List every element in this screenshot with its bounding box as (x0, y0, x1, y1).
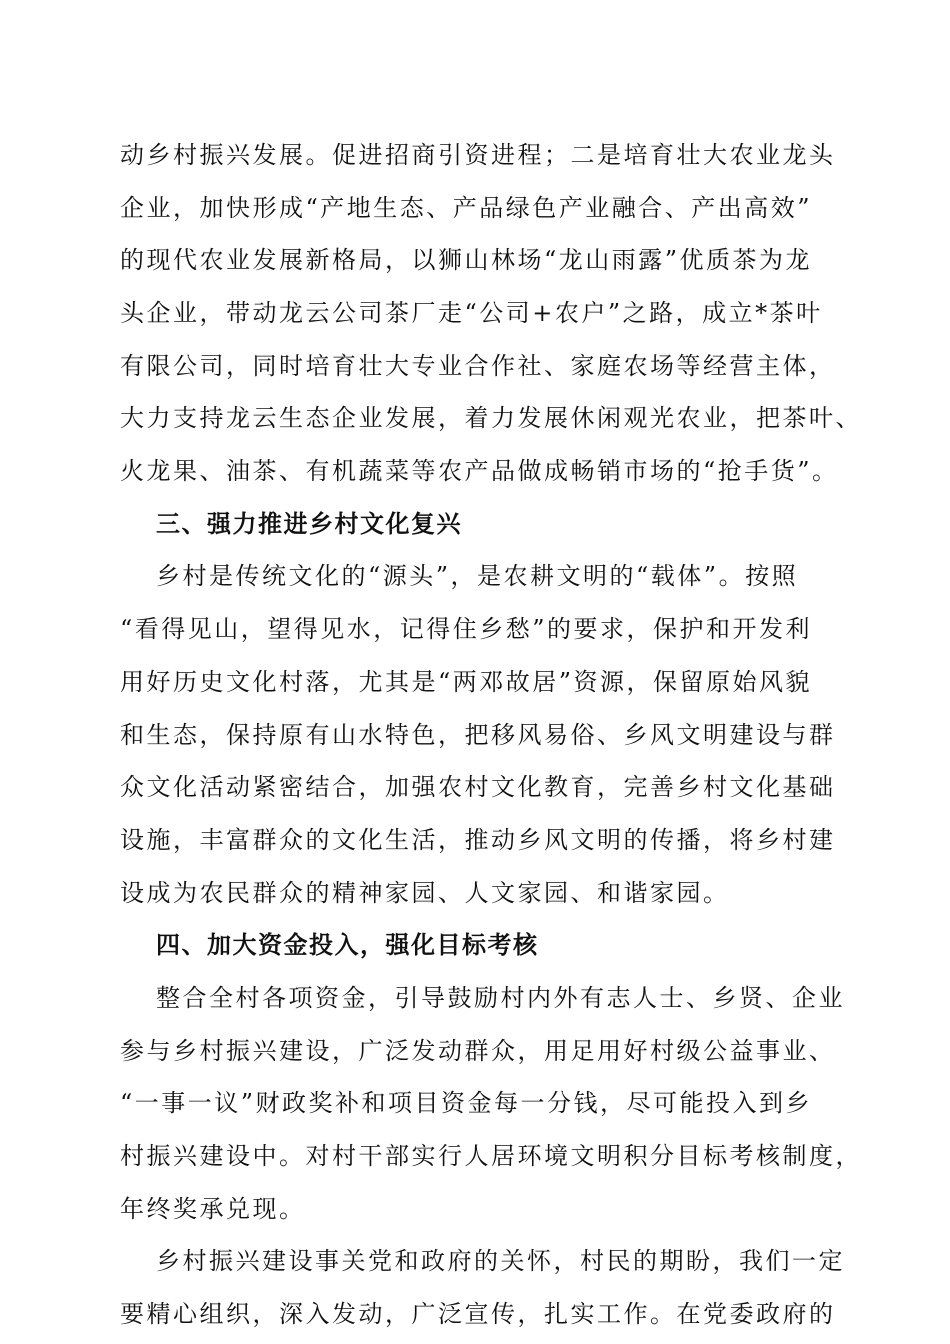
body-text-line: 设施，丰富群众的文化生活，推动乡风文明的传播，将乡村建 (120, 826, 836, 854)
body-text-line: 火龙果、油茶、有机蔬菜等农产品做成畅销市场的“抢手货”。 (120, 457, 839, 485)
body-text-line: 乡村振兴建设事关党和政府的关怀，村民的期盼，我们一定 (156, 1247, 845, 1275)
body-text-line: 大力支持龙云生态企业发展，着力发展休闲观光农业，把茶叶、 (120, 404, 862, 432)
body-text-line: 有限公司，同时培育壮大专业合作社、家庭农场等经营主体， (120, 352, 836, 380)
section-heading: 四、加大资金投入，强化目标考核 (156, 931, 539, 959)
body-text-line: 乡村是传统文化的“源头”，是农耕文明的“载体”。按照 (156, 562, 799, 590)
body-text-line: “看得见山，望得见水，记得住乡愁”的要求，保护和开发利 (120, 615, 813, 643)
body-text-line: 众文化活动紧密结合，加强农村文化教育，完善乡村文化基础 (120, 773, 836, 801)
body-text-line: 头企业，带动龙云公司茶厂走“公司+农户”之路，成立*茶叶 (120, 299, 823, 327)
body-text-line: 动乡村振兴发展。促进招商引资进程；二是培育壮大农业龙头 (120, 141, 836, 169)
body-text-line: 企业，加快形成“产地生态、产品绿色产业融合、产出高效” (120, 194, 813, 222)
body-text-line: 用好历史文化村落，尤其是“两邓故居”资源，保留原始风貌 (120, 668, 813, 696)
body-text-line: “一事一议”财政奖补和项目资金每一分钱，尽可能投入到乡 (120, 1089, 813, 1117)
body-text-line: 村振兴建设中。对村干部实行人居环境文明积分目标考核制度， (120, 1142, 862, 1170)
body-text-line: 和生态，保持原有山水特色，把移风易俗、乡风文明建设与群 (120, 721, 836, 749)
body-text-line: 参与乡村振兴建设，广泛发动群众，用足用好村级公益事业、 (120, 1037, 836, 1065)
body-text-line: 的现代农业发展新格局，以狮山林场“龙山雨露”优质茶为龙 (120, 246, 813, 274)
section-heading: 三、强力推进乡村文化复兴 (156, 510, 462, 538)
body-text-line: 整合全村各项资金，引导鼓励村内外有志人士、乡贤、企业 (156, 984, 845, 1012)
body-text-line: 要精心组织，深入发动，广泛宣传，扎实工作。在党委政府的 (120, 1300, 836, 1328)
body-text-line: 设成为农民群众的精神家园、人文家园、和谐家园。 (120, 879, 730, 907)
body-text-line: 年终奖承兑现。 (120, 1195, 306, 1223)
